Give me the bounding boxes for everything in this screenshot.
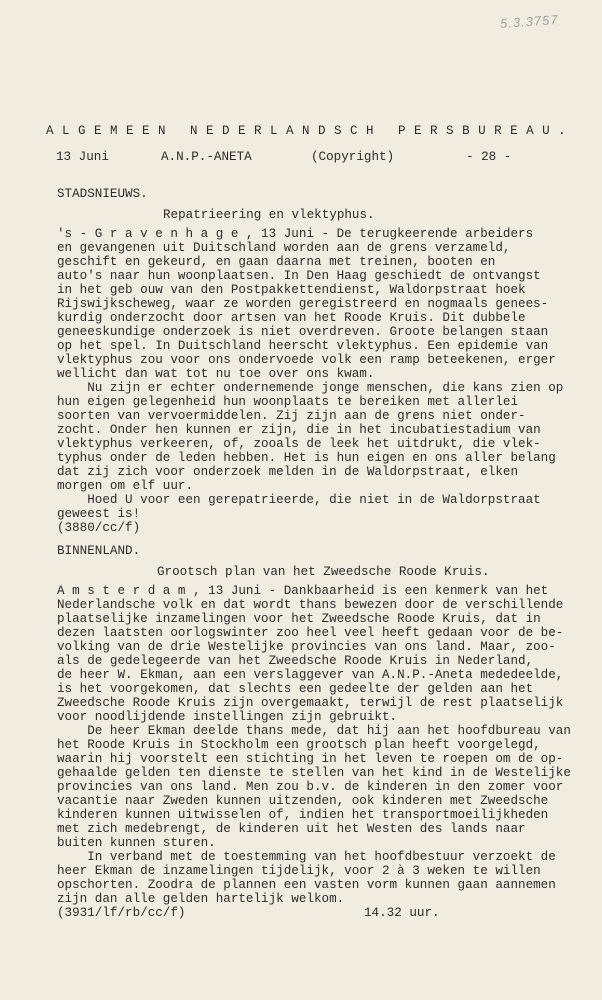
text-line: hun eigen gelegenheid hun woonplaats te bereiken met allerlei <box>57 395 519 409</box>
text-line: plaatselijke inzamelingen voor het Zweedsche Roode Kruis, dat in <box>57 612 541 626</box>
text-line: A m s t e r d a m , 13 Juni - Dankbaarheid is een kenmerk van het <box>57 584 549 598</box>
text-line: geschift en gekeurd, en gaan daarna met treinen, booten en <box>57 255 496 269</box>
text-line: Nu zijn er echter ondernemende jonge menschen, die kans zien op <box>57 381 564 395</box>
text-line: op het spel. In Duitschland heerscht vlektyphus. Een epidemie van <box>57 339 549 353</box>
text-line: en gevangenen uit Duitschland worden aan de grens verzameld, <box>57 241 511 255</box>
text-line: de heer W. Ekman, aan een verslaggever van A.N.P.-Aneta mededeelde, <box>57 668 564 682</box>
text-line: zijn dan alle gelden hartelijk welkom. <box>57 892 345 906</box>
text-line: In verband met de toestemming van het hoofdbestuur verzoekt de <box>57 850 556 864</box>
text-line: volking van de drie Westelijke provincies van ons land. Maar, zoo- <box>57 640 556 654</box>
text-line: dat zij zich voor onderzoek melden in de Waldorpstraat, elken <box>57 465 519 479</box>
text-line: morgen om elf uur. <box>57 479 194 493</box>
text-line: als de gedelegeerde van het Zweedsche Roode Kruis in Nederland, <box>57 654 534 668</box>
text-line: geweest is! <box>57 507 141 521</box>
text-line: Hoed U voor een gerepatrieerde, die niet in de Waldorpstraat <box>57 493 541 507</box>
text-line: wellicht dan wat tot nu toe over ons kwam. <box>57 367 375 381</box>
text-line: provincies van ons land. Men zou b.v. de kinderen in den zomer voor <box>57 780 564 794</box>
text-line: kinderen kunnen uitwisselen of, indien het transportmoeilijkheden <box>57 808 549 822</box>
text-line: Nederlandsche volk en dat wordt thans bewezen door de verschillende <box>57 598 564 612</box>
text-line: het Roode Kruis in Stockholm een grootsch plan heeft voorgelegd, <box>57 738 541 752</box>
agency-header: A L G E M E E N N E D E R L A N D S C H P E R S B U R E A U . <box>46 124 567 138</box>
text-line: vlektyphus zou voor ons ondervoede volk een ramp beteekenen, erger <box>57 353 556 367</box>
article-title-zweedsche-roode-kruis: Grootsch plan van het Zweedsche Roode Kruis. <box>157 565 490 579</box>
reference-code: (3880/cc/f) <box>57 521 141 535</box>
text-line: buiten kunnen sturen. <box>57 836 216 850</box>
text-line: Zweedsche Roode Kruis zijn overgemaakt, terwijl de rest plaatselijk <box>57 696 564 710</box>
text-line: typhus onder de leden hebben. Het is hun eigen en ons aller belang <box>57 451 556 465</box>
article-title-repatrieering: Repatrieering en vlektyphus. <box>163 208 375 222</box>
text-line: soorten van vervoermiddelen. Zij zijn aan de grens niet onder- <box>57 409 526 423</box>
text-line: in het geb ouw van den Postpakkettendienst, Waldorpstraat hoek <box>57 283 526 297</box>
text-line: opschorten. Zoodra de plannen een vasten vorm kunnen gaan aannemen <box>57 878 556 892</box>
text-line: vlektyphus verkeeren, of, zooals de leek het uitdrukt, die vlek- <box>57 437 541 451</box>
text-line: is het voorgekomen, dat slechts een gedeelte der gelden aan het <box>57 682 534 696</box>
section-label-binnenland: BINNENLAND. <box>57 544 141 558</box>
text-line: zocht. Onder hen kunnen er zijn, die in het incubatiestadium van <box>57 423 541 437</box>
text-line: waarin hij voorstelt een stichting in het leven te roepen om de op- <box>57 752 564 766</box>
reference-code: (3931/lf/rb/cc/f) <box>57 906 186 920</box>
text-line: geneeskundige onderzoek is niet overdreven. Groote belangen staan <box>57 325 549 339</box>
text-line: heer Ekman de inzamelingen tijdelijk, voor 2 à 3 weken te willen <box>57 864 541 878</box>
text-line: kurdig onderzocht door artsen van het Roode Kruis. Dit dubbele <box>57 311 526 325</box>
section-label-stadsnieuws: STADSNIEUWS. <box>57 187 148 201</box>
text-line: Rijswijkscheweg, waar ze worden geregistreerd en nogmaals genees- <box>57 297 549 311</box>
text-line: dezen laatsten oorlogswinter zoo heel veel heeft gedaan voor de be- <box>57 626 564 640</box>
text-line: met zich medebrengt, de kinderen uit het Westen des lands naar <box>57 822 526 836</box>
source: A.N.P.-ANETA <box>161 150 252 164</box>
text-line: gehaalde gelden ten dienste te stellen van het kind in de Westelijke <box>57 766 571 780</box>
archive-stamp: 5.3.3757 <box>499 11 560 32</box>
text-line: De heer Ekman deelde thans mede, dat hij aan het hoofdbureau van <box>57 724 571 738</box>
page-number: - 28 - <box>466 150 512 164</box>
text-line: voor noodlijdende instellingen zijn gebruikt. <box>57 710 398 724</box>
transmission-time: 14.32 uur. <box>364 906 440 920</box>
copyright: (Copyright) <box>311 150 395 164</box>
text-line: vacantie naar Zweden kunnen uitzenden, ook kinderen met Zweedsche <box>57 794 549 808</box>
date: 13 Juni <box>56 150 109 164</box>
text-line: auto's naar hun woonplaatsen. In Den Haag geschiedt de ontvangst <box>57 269 541 283</box>
text-line: 's - G r a v e n h a g e , 13 Juni - De terugkeerende arbeiders <box>57 227 534 241</box>
